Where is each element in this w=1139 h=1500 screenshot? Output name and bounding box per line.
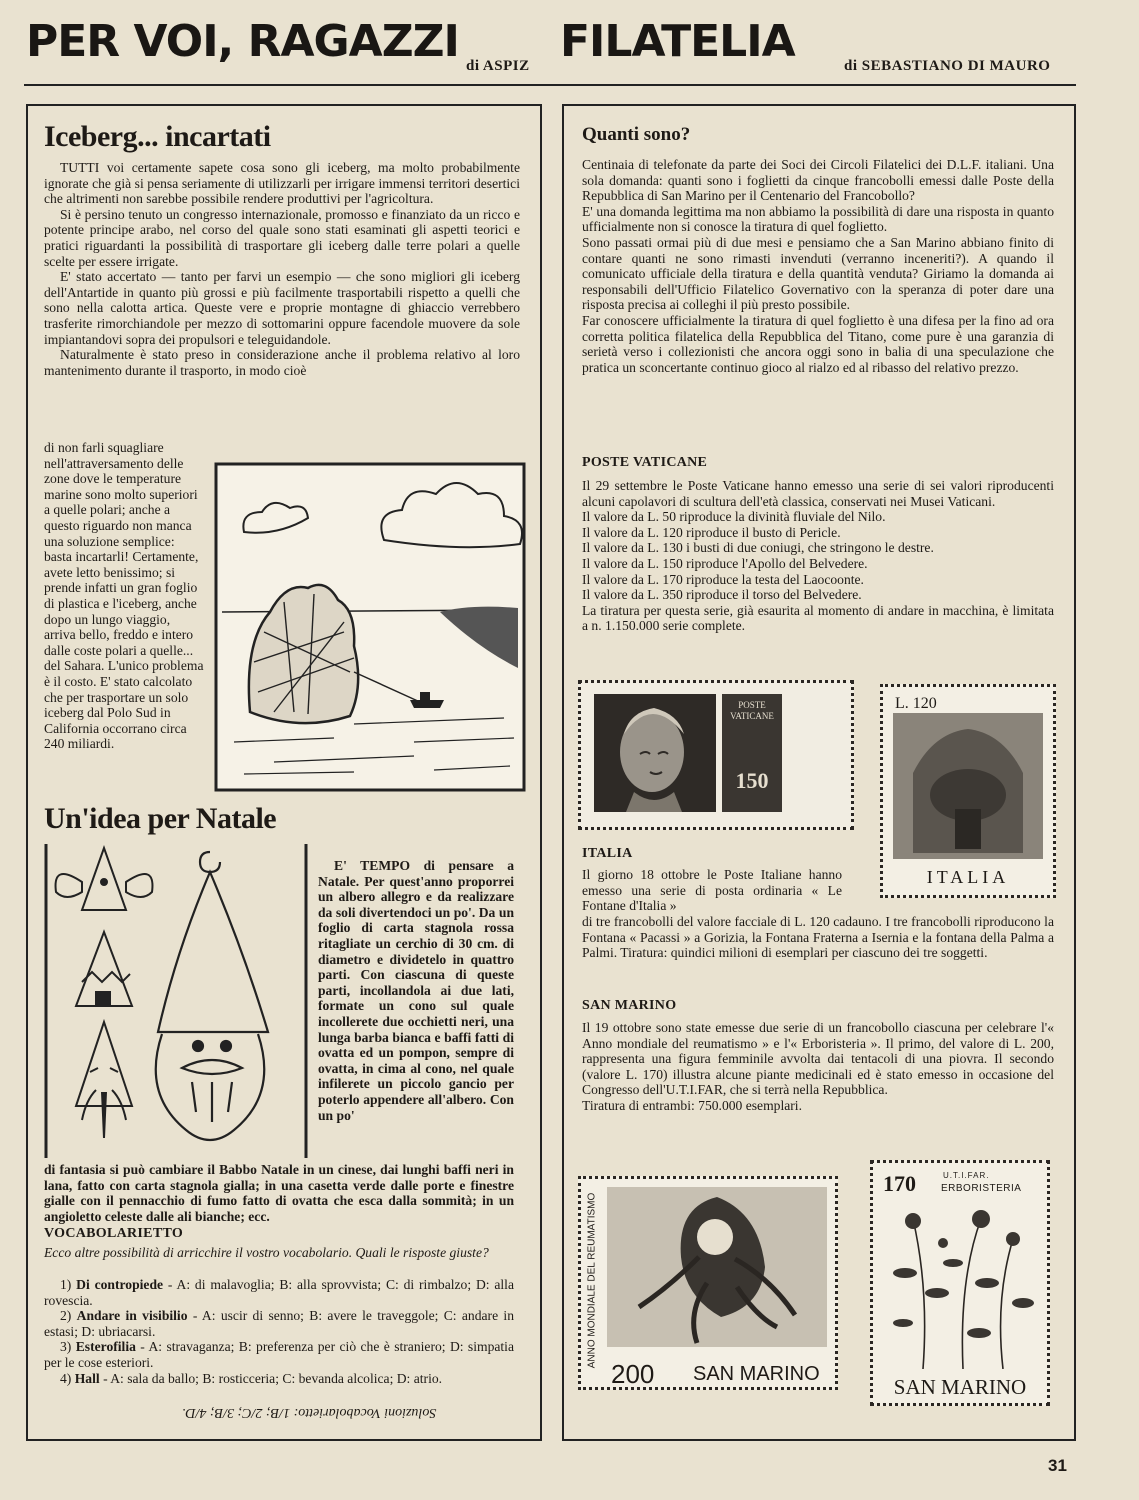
- italia-p-long: di tre francobolli del valore facciale di L. 120 cadauno. I tre francobolli riproducono la Fontana « Pacassi » a Gorizia, la Fontana Fraterna a Isernia e la fontana della Palma a Palmi. Tiratura: quindici milioni di esemplari per ciascuno dei tre soggetti.: [582, 914, 1054, 961]
- angel-ornament: [56, 848, 153, 910]
- vatican-stamp-value: 150: [735, 768, 769, 793]
- vatican-150-stamp: [722, 694, 782, 812]
- natale-illustration: [42, 842, 310, 1160]
- italia-title: ITALIA: [582, 846, 633, 861]
- iceberg-p4: Naturalmente è stato preso in considerazione anche il problema relativo al loro mantenimento durante il trasporto, in modo cioè: [44, 347, 520, 378]
- erboristeria-top1: U.T.I.FAR.: [943, 1171, 990, 1180]
- italia-stamp: [880, 684, 1056, 898]
- sanmarino-title: SAN MARINO: [582, 998, 677, 1013]
- vocab-list: [44, 1277, 514, 1386]
- vaticane-intro: Il 29 settembre le Poste Vaticane hanno emesso una serie di sei valori riproducenti alcuni capolavori di scultura dell'età classica, conservati nei Musei Vaticani.: [582, 478, 1054, 509]
- natale-p1-text: di pensare a Natale. Per quest'anno proporrei un albero allegro e da realizzare da soli divertendoci un po'. Da un foglio di carta stagnola rossa ritagliate un cerchio di 30 cm. di diametro e dividetelo in quattro parti. Con ciascuna di queste parti, incollandola ai due lati, formate un cono sul quale incollerete due occhietti neri, una lunga barba bianca e baffi fatti di ovatta ed un pompon, sempre di ovatta, in cima al cono, nel quale infilerete un piccolo gancio per poterlo appendere all'albero. Con un po': [318, 858, 514, 1123]
- vaticane-outro: La tiratura per questa serie, già esaurita al momento di andare in macchina, è limitata a n. 1.150.000 serie complete.: [582, 602, 1054, 634]
- italia-stamp-country: ITALIA: [926, 867, 1010, 887]
- quanti-text: [582, 157, 1054, 375]
- vaticane-line: Il valore da L. 170 riproduce la testa del Laocoonte.: [582, 571, 864, 587]
- quanti-p4: Far conoscere ufficialmente la tiratura di quel foglietto è una difesa per la fino ad ora corretta politica filatelica della Repubblica del Titano, come pure è una garanzia di serietà verso i collezionisti che ancora oggi sono in balia di una speculazione che pratica un sconcertante continuo gioco al rialzo ed al ribasso del relativo prezzo.: [582, 312, 1054, 375]
- vaticane-line: Il valore da L. 120 riproduce il busto di Pericle.: [582, 524, 841, 540]
- quanti-p1: Centinaia di telefonate da parte dei Soci dei Circoli Filatelici dei D.L.F. italiani. Una sola domanda: quanti sono i foglietti da cinque francobolli emessi dalle Poste della Repubblica di San Marino per il Centenario del Francobollo?: [582, 157, 1054, 204]
- natale-wide-text: [44, 1162, 514, 1224]
- vatican-stamp-text: POSTE VATICANE: [730, 700, 774, 721]
- vocab-intro-text: Ecco altre possibilità di arricchire il vostro vocabolario. Quali le risposte giuste?: [44, 1245, 489, 1260]
- chinese-ornament: [76, 1022, 132, 1138]
- vaticane-line: Il valore da L. 150 riproduce l'Apollo del Belvedere.: [582, 555, 868, 571]
- sanmarino-erboristeria-stamp: [870, 1160, 1050, 1406]
- vatican-apollo-stamp: [594, 694, 716, 812]
- natale-p2: di fantasia si può cambiare il Babbo Natale in un cinese, dai lunghi baffi neri in lana, fatto con carta stagnola gialla; in una casetta verde dalle porte e finestre gialle con il pennacchio di fumo fatto di ovatta che esca dalla sommità; in un angioletto celeste dalle ali bianche; ecc.: [44, 1162, 514, 1224]
- erboristeria-plants: [883, 1203, 1043, 1369]
- italia-stamp-value: L. 120: [895, 695, 937, 712]
- quanti-title: Quanti sono?: [582, 124, 691, 145]
- vocab-intro: [44, 1245, 514, 1261]
- sanmarino-p: Il 19 ottobre sono state emesse due serie di un francobollo ciascuna per celebrare l'« Anno mondiale del reumatismo » e l'« Erboristeria ». Il primo, del valore di L. 200, rappresenta una figura femminile avvolta dai tentacoli di una piovra. Il secondo (valore L. 170) illustra alcune piante medicinali ed è stato emesso in occasione del Congresso dell'U.T.I.FAR, che si terrà nella Repubblica.: [582, 1020, 1054, 1098]
- iceberg-p4-cont: di non farli squagliare nell'attraversamento delle zone dove le temperature marine sono molto superiori a quelle polari; anche a questo riguardo non manca una soluzione semplice: basta incartarli! Certamente, avete letto benissimo; si prende infatti un gran foglio di plastica e l'iceberg, anche dopo un lungo viaggio, arriva bello, freddo e intero dalle coste polari a quelle... del Sahara. L'unico problema è il costo. E' stato calcolato che per trasportare un solo iceberg dal Polo Sud in California occorrano circa 240 miliardi.: [44, 440, 204, 752]
- santa-ornament: [156, 852, 268, 1140]
- iceberg-illustration: [214, 462, 526, 792]
- italia-p-short: Il giorno 18 ottobre le Poste Italiane hanno emesso una serie di posta ordinaria « Le Fontane d'Italia »: [582, 867, 842, 914]
- italia-short-text: [582, 867, 842, 914]
- quanti-p2: E' una domanda legittima ma non abbiamo la possibilità di dare una risposta in quanto ufficialmente non si conosce la tiratura di quel foglietto.: [582, 203, 1054, 235]
- page-number: 31: [1048, 1456, 1067, 1475]
- vocab-item: 3) Esterofilia - A: stravaganza; B: preferenza per ciò che è straniero; D: simpatia per le cose esteriori.: [44, 1339, 514, 1370]
- vaticane-line: Il valore da L. 350 riproduce il torso del Belvedere.: [582, 587, 862, 603]
- vocab-item: 4) Hall - A: sala da ballo; B: rosticceria; C: bevanda alcolica; D: atrio.: [60, 1370, 443, 1386]
- sanmarino-text: [582, 1020, 1054, 1114]
- iceberg-text: [44, 160, 520, 378]
- vaticane-line: Il valore da L. 130 i busti di due coniugi, che stringono le destre.: [582, 540, 934, 556]
- italia-long-text: [582, 914, 1054, 961]
- vocab-title: VOCABOLARIETTO: [44, 1226, 184, 1241]
- reumatismo-country: SAN MARINO: [693, 1363, 820, 1385]
- byline-aspiz: di ASPIZ: [466, 58, 530, 74]
- erboristeria-country: SAN MARINO: [893, 1375, 1027, 1399]
- natale-lead: E' TEMPO: [334, 858, 411, 873]
- vocab-solutions-upside-down: Soluzioni Vocabolarietto: 1/B; 2/C; 3/B; 4/D.: [182, 1405, 437, 1420]
- iceberg-p1: TUTTI voi certamente sapete cosa sono gli iceberg, ma molto probabilmente ignorate che già si pensa seriamente di utilizzarli per irrigare immensi territori desertici che altrimenti non sarebbe possibile rendere produttivi per l'agricoltura.: [44, 160, 520, 207]
- section-title-filatelia: FILATELIA: [560, 16, 795, 67]
- erboristeria-value: 170: [883, 1171, 916, 1196]
- natale-p1: [318, 858, 514, 1123]
- header-rule: [24, 84, 1076, 86]
- reumatismo-value: 200: [611, 1359, 655, 1389]
- iceberg-p3: E' stato accertato — tanto per farvi un esempio — che sono migliori gli iceberg dell'Antartide in quanto più grossi e più facilmente trasportabili rispetto a quelli che sono nella calotta artica. Queste vere e proprie montagne di ghiaccio verrebbero trasferite rimorchiandole per mezzo di sottomarini oppure facendole muovere da sole impiantandovi sopra dei propulsori e teleguidandole.: [44, 269, 520, 347]
- vocab-item: 2) Andare in visibilio - A: uscir di senno; B: avere le traveggole; C: andare in estasi; D: ubriacarsi.: [44, 1308, 514, 1339]
- reumatismo-figure: [607, 1187, 827, 1347]
- quanti-p3: Sono passati ormai più di due mesi e pensiamo che a San Marino abbiano finito di contare quanti ne sono rimasti invenduti (verranno inceneriti?). A quando il comunicato ufficiale della tiratura e della quantità venduta? Giriamo la domanda ai responsabili dell'Ufficio Filatelico Governativo con la speranza di poter dare una risposta precisa ai colleghi il più presto possibile.: [582, 234, 1054, 313]
- reumatismo-side-text: ANNO MONDIALE DEL REUMATISMO: [586, 1192, 598, 1369]
- vaticane-line: Il valore da L. 50 riproduce la divinità fluviale del Nilo.: [582, 509, 886, 525]
- vaticane-text: [582, 478, 1054, 634]
- byline-di-mauro: di SEBASTIANO DI MAURO: [844, 58, 1051, 74]
- erboristeria-top2: ERBORISTERIA: [941, 1183, 1022, 1194]
- natale-title: Un'idea per Natale: [44, 802, 277, 835]
- iceberg-p2: Si è persino tenuto un congresso internazionale, promosso e finanziato da un ricco e potente principe arabo, nel corso del quale sono stati esaminati gli aspetti teorici e pratici riguardanti la possibilità di trasportare gli iceberg dalle terre polari a quelle scelte per essere irrigate.: [44, 206, 520, 269]
- italia-fountain-picture: [893, 713, 1043, 859]
- section-title-per-voi-ragazzi: PER VOI, RAGAZZI: [26, 16, 459, 67]
- iceberg-narrow-text: [44, 440, 204, 752]
- sanmarino-tiratura: Tiratura di entrambi: 750.000 esemplari.: [582, 1097, 802, 1113]
- natale-narrow-text: [318, 858, 514, 1123]
- vaticane-title: POSTE VATICANE: [582, 455, 708, 470]
- iceberg-title: Iceberg... incartati: [44, 120, 271, 153]
- sanmarino-reumatismo-stamp: [578, 1176, 838, 1390]
- vocab-item: 1) Di contropiede - A: di malavoglia; B: alla sprovvista; C: di rimbalzo; D: alla rovescia.: [44, 1277, 514, 1308]
- house-ornament: [76, 932, 132, 1006]
